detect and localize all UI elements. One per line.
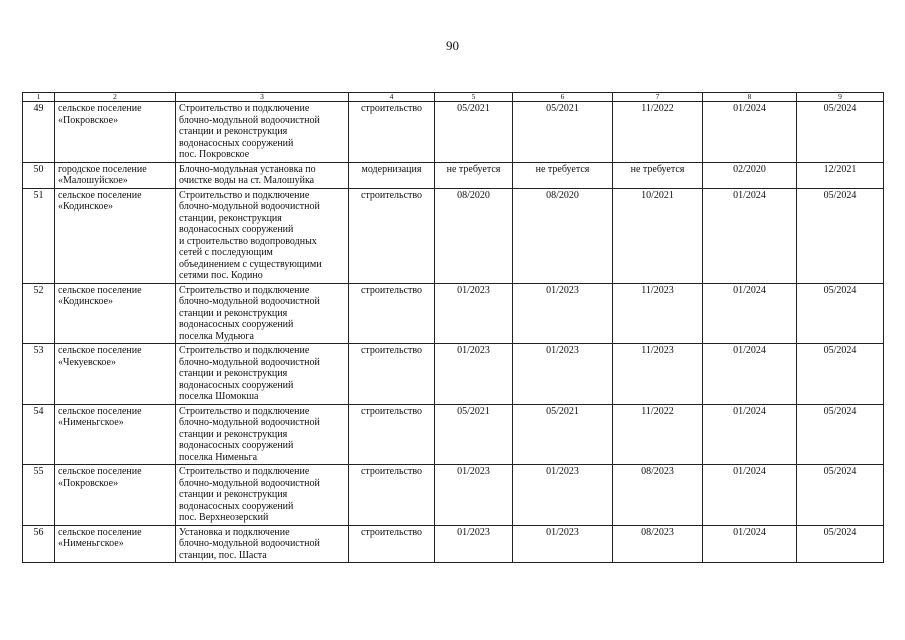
description-cell-line: станции, реконструкция: [179, 212, 282, 224]
description-cell-line: водонасосных сооружений: [179, 379, 294, 391]
projects-table: [22, 92, 884, 563]
table-row: [23, 404, 884, 465]
date-cell-c6: 05/2021: [513, 102, 613, 163]
table-row: [23, 102, 884, 163]
settlement-cell-line: «Кодинское»: [58, 201, 114, 212]
settlement-cell-line: «Покровское»: [58, 477, 119, 489]
settlement-cell-line: сельское поселение: [58, 103, 142, 114]
date-cell-c9: 05/2024: [797, 102, 884, 163]
column-header: 7: [613, 93, 703, 102]
settlement-cell-line: сельское поселение: [58, 284, 142, 296]
date-cell-c6: 05/2021: [513, 404, 613, 465]
settlement-cell: [55, 404, 176, 465]
settlement-cell: [55, 465, 176, 526]
table-row: [23, 188, 884, 283]
settlement-cell: [55, 283, 176, 344]
date-cell-c6: 01/2023: [513, 465, 613, 526]
column-header: 9: [797, 93, 884, 102]
description-cell-line: пос. Покровское: [179, 149, 250, 160]
description-cell-line: Строительство и подключение: [179, 103, 310, 114]
table-row: [23, 344, 884, 405]
description-cell-line: блочно-модульной водоочистной: [179, 477, 320, 489]
work-type-cell: строительство: [349, 102, 435, 163]
settlement-cell-line: сельское поселение: [58, 466, 142, 477]
column-header: 2: [55, 93, 176, 102]
table-row: [23, 162, 884, 188]
date-cell-c8: 02/2020: [703, 162, 797, 188]
date-cell-c7: не требуется: [613, 162, 703, 188]
description-cell-line: очистке воды на ст. Малошуйка: [179, 175, 315, 186]
settlement-cell-line: «Нименьгское»: [58, 417, 124, 428]
settlement-cell: [55, 188, 176, 283]
description-cell-line: станции и реконструкция: [179, 489, 288, 500]
description-cell: [176, 102, 349, 163]
description-cell-line: Строительство и подключение: [179, 405, 310, 417]
description-cell-line: блочно-модульной водоочистной: [179, 356, 320, 368]
description-cell-line: станции и реконструкция: [179, 368, 288, 379]
description-cell-line: станции и реконструкция: [179, 307, 288, 319]
table-row: [23, 525, 884, 563]
date-cell-c7: 10/2021: [613, 188, 703, 283]
settlement-cell-line: сельское поселение: [58, 526, 142, 538]
date-cell-c7: 11/2022: [613, 102, 703, 163]
work-type-cell: модернизация: [349, 162, 435, 188]
settlement-cell-line: «Малошуйское»: [58, 175, 128, 186]
date-cell-c5: 01/2023: [435, 525, 513, 563]
date-cell-c5: 08/2020: [435, 188, 513, 283]
column-header: 3: [176, 93, 349, 102]
settlement-cell-line: сельское поселение: [58, 189, 142, 201]
date-cell-c8: 01/2024: [703, 525, 797, 563]
column-header: 6: [513, 93, 613, 102]
description-cell: [176, 283, 349, 344]
description-cell-line: поселка Шомокша: [179, 391, 259, 402]
description-cell-line: блочно-модульной водоочистной: [179, 201, 320, 212]
settlement-cell-line: сельское поселение: [58, 345, 142, 356]
settlement-cell: [55, 344, 176, 405]
settlement-cell-line: городское поселение: [58, 163, 147, 175]
description-cell-line: поселка Нименьга: [179, 451, 258, 463]
date-cell-c5: не требуется: [435, 162, 513, 188]
column-header: 1: [23, 93, 55, 102]
date-cell-c6: 01/2023: [513, 283, 613, 344]
description-cell-line: водонасосных сооружений: [179, 137, 294, 149]
settlement-cell-line: «Нименьгское»: [58, 538, 124, 549]
description-cell-line: Строительство и подключение: [179, 345, 310, 356]
description-cell-line: и строительство водопроводных: [179, 235, 317, 247]
work-type-cell: строительство: [349, 344, 435, 405]
date-cell-c7: 11/2022: [613, 404, 703, 465]
description-cell-line: водонасосных сооружений: [179, 500, 294, 512]
date-cell-c7: 11/2023: [613, 283, 703, 344]
settlement-cell-line: «Покровское»: [58, 114, 119, 126]
date-cell-c9: 05/2024: [797, 404, 884, 465]
description-cell-line: блочно-модульной водоочистной: [179, 114, 320, 126]
date-cell-c7: 11/2023: [613, 344, 703, 405]
row-number: 53: [23, 344, 55, 405]
settlement-cell: [55, 162, 176, 188]
column-header: 8: [703, 93, 797, 102]
table-row: [23, 465, 884, 526]
date-cell-c9: 05/2024: [797, 525, 884, 563]
date-cell-c7: 08/2023: [613, 465, 703, 526]
settlement-cell: [55, 102, 176, 163]
date-cell-c5: 01/2023: [435, 283, 513, 344]
work-type-cell: строительство: [349, 465, 435, 526]
date-cell-c8: 01/2024: [703, 102, 797, 163]
date-cell-c5: 01/2023: [435, 344, 513, 405]
date-cell-c6: 01/2023: [513, 344, 613, 405]
description-cell-line: водонасосных сооружений: [179, 224, 294, 235]
description-cell: [176, 162, 349, 188]
description-cell-line: станции, пос. Шаста: [179, 549, 267, 561]
settlement-cell-line: «Кодинское»: [58, 296, 114, 307]
date-cell-c6: 01/2023: [513, 525, 613, 563]
description-cell-line: Блочно-модульная установка по: [179, 163, 316, 175]
description-cell-line: Строительство и подключение: [179, 284, 310, 296]
description-cell-line: блочно-модульной водоочистной: [179, 296, 320, 307]
description-cell-line: сетей с последующим: [179, 247, 273, 258]
date-cell-c5: 01/2023: [435, 465, 513, 526]
row-number: 49: [23, 102, 55, 163]
date-cell-c6: 08/2020: [513, 188, 613, 283]
work-type-cell: строительство: [349, 283, 435, 344]
description-cell-line: водонасосных сооружений: [179, 440, 294, 451]
date-cell-c6: не требуется: [513, 162, 613, 188]
date-cell-c8: 01/2024: [703, 465, 797, 526]
description-cell-line: объединением с существующими: [179, 258, 322, 270]
description-cell-line: сетями пос. Кодино: [179, 270, 263, 281]
description-cell: [176, 465, 349, 526]
date-cell-c5: 05/2021: [435, 102, 513, 163]
date-cell-c8: 01/2024: [703, 344, 797, 405]
description-cell-line: водонасосных сооружений: [179, 319, 294, 330]
description-cell-line: блочно-модульной водоочистной: [179, 417, 320, 428]
work-type-cell: строительство: [349, 525, 435, 563]
description-cell-line: Установка и подключение: [179, 526, 290, 538]
work-type-cell: строительство: [349, 404, 435, 465]
date-cell-c7: 08/2023: [613, 525, 703, 563]
row-number: 56: [23, 525, 55, 563]
column-number-row: [23, 93, 884, 102]
column-header: 4: [349, 93, 435, 102]
settlement-cell-line: сельское поселение: [58, 405, 142, 417]
page-number: 90: [446, 38, 459, 53]
description-cell-line: станции и реконструкция: [179, 428, 288, 440]
description-cell: [176, 404, 349, 465]
row-number: 54: [23, 404, 55, 465]
date-cell-c8: 01/2024: [703, 188, 797, 283]
description-cell: [176, 525, 349, 563]
description-cell-line: станции и реконструкция: [179, 126, 288, 137]
description-cell-line: Строительство и подключение: [179, 189, 310, 201]
description-cell: [176, 344, 349, 405]
description-cell: [176, 188, 349, 283]
date-cell-c9: 05/2024: [797, 283, 884, 344]
row-number: 55: [23, 465, 55, 526]
settlement-cell: [55, 525, 176, 563]
description-cell-line: поселка Мудьюга: [179, 330, 254, 342]
row-number: 51: [23, 188, 55, 283]
date-cell-c9: 12/2021: [797, 162, 884, 188]
row-number: 52: [23, 283, 55, 344]
column-header: 5: [435, 93, 513, 102]
date-cell-c5: 05/2021: [435, 404, 513, 465]
date-cell-c9: 05/2024: [797, 188, 884, 283]
description-cell-line: Строительство и подключение: [179, 466, 310, 477]
table-row: [23, 283, 884, 344]
settlement-cell-line: «Чекуевское»: [58, 356, 116, 368]
date-cell-c9: 05/2024: [797, 344, 884, 405]
description-cell-line: пос. Верхнеозерский: [179, 512, 269, 523]
description-cell-line: блочно-модульной водоочистной: [179, 538, 320, 549]
work-type-cell: строительство: [349, 188, 435, 283]
date-cell-c8: 01/2024: [703, 283, 797, 344]
date-cell-c9: 05/2024: [797, 465, 884, 526]
date-cell-c8: 01/2024: [703, 404, 797, 465]
row-number: 50: [23, 162, 55, 188]
